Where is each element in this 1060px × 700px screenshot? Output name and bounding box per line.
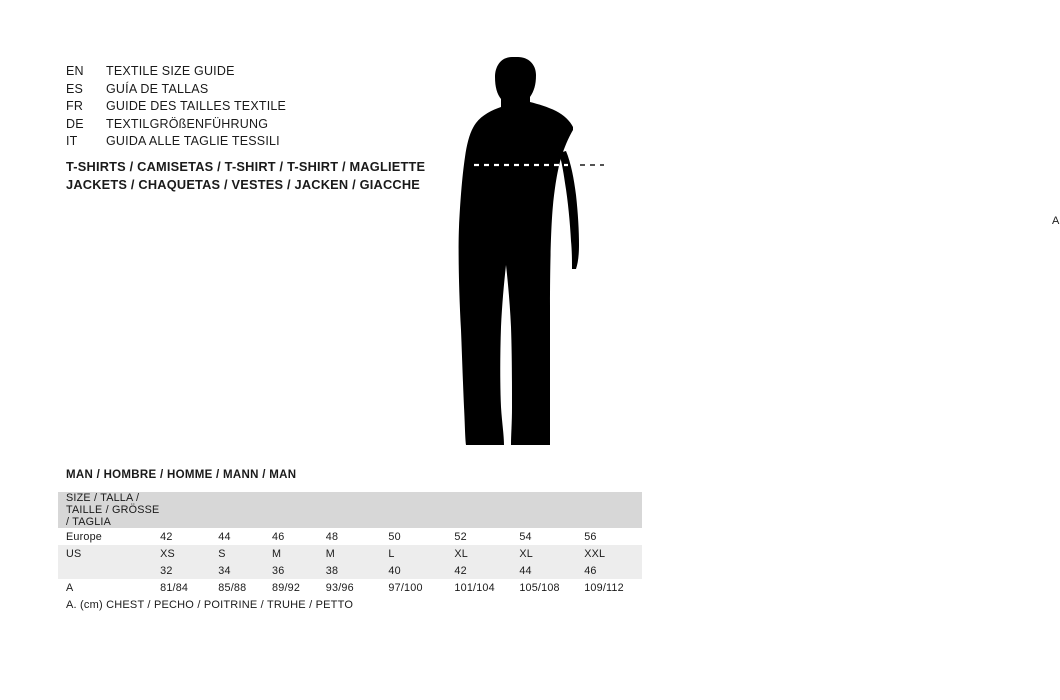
- measure-label-a: A: [1052, 215, 1060, 227]
- cell-usnum-4: 40: [388, 562, 454, 579]
- table-title: MAN / HOMBRE / HOMME / MANN / MAN: [66, 469, 297, 481]
- row-label-a: A: [58, 579, 160, 596]
- cell-a-0: 81/84: [160, 579, 218, 596]
- row-label-europe: Europe: [58, 528, 160, 545]
- cell-europe-6: 54: [519, 528, 584, 545]
- language-text-it: GUIDA ALLE TAGLIE TESSILI: [106, 134, 280, 148]
- language-row-fr: [66, 99, 446, 117]
- cell-usnum-3: 38: [326, 562, 389, 579]
- cell-a-1: 85/88: [218, 579, 272, 596]
- size-table: [58, 492, 642, 596]
- cell-a-3: 93/96: [326, 579, 389, 596]
- garment-type-list: [66, 158, 486, 194]
- cell-a-4: 97/100: [388, 579, 454, 596]
- cell-europe-5: 52: [454, 528, 519, 545]
- cell-us-5: XL: [454, 545, 519, 562]
- cell-usnum-7: 46: [584, 562, 642, 579]
- language-code-en: EN: [66, 64, 84, 78]
- language-text-fr: GUIDE DES TAILLES TEXTILE: [106, 99, 287, 113]
- language-text-de: TEXTILGRÖßENFÜHRUNG: [106, 116, 269, 131]
- garment-line-tshirts: T-SHIRTS / CAMISETAS / T-SHIRT / T-SHIRT / MAGLIETTE: [66, 159, 426, 174]
- language-list: [66, 64, 446, 152]
- cell-us-3: M: [326, 545, 389, 562]
- cell-europe-3: 48: [326, 528, 389, 545]
- row-label-us-numeric: [58, 562, 160, 579]
- cell-europe-4: 50: [388, 528, 454, 545]
- cell-europe-2: 46: [272, 528, 326, 545]
- language-row-en: [66, 64, 446, 82]
- cell-us-7: XXL: [584, 545, 642, 562]
- language-code-de: DE: [66, 116, 84, 131]
- silhouette-svg: [440, 55, 670, 455]
- cell-usnum-6: 44: [519, 562, 584, 579]
- cell-us-0: XS: [160, 545, 218, 562]
- table-header-row: [58, 492, 642, 528]
- table-row: [58, 562, 642, 579]
- language-row-es: [66, 82, 446, 100]
- language-row-it: [66, 134, 446, 152]
- table-row: [58, 545, 642, 562]
- cell-a-6: 105/108: [519, 579, 584, 596]
- cell-usnum-5: 42: [454, 562, 519, 579]
- cell-usnum-2: 36: [272, 562, 326, 579]
- row-label-us: US: [58, 545, 160, 562]
- cell-europe-1: 44: [218, 528, 272, 545]
- language-code-it: IT: [66, 134, 78, 148]
- language-text-es: GUÍA DE TALLAS: [106, 81, 209, 96]
- table-note: A. (cm) CHEST / PECHO / POITRINE / TRUHE / PETTO: [66, 599, 354, 611]
- cell-us-6: XL: [519, 545, 584, 562]
- table-row: [58, 528, 642, 545]
- cell-a-2: 89/92: [272, 579, 326, 596]
- cell-a-5: 101/104: [454, 579, 519, 596]
- cell-usnum-1: 34: [218, 562, 272, 579]
- table-header-label: SIZE / TALLA / TAILLE / GRÖSSE / TAGLIA: [58, 492, 160, 528]
- cell-us-4: L: [388, 545, 454, 562]
- cell-europe-7: 56: [584, 528, 642, 545]
- language-code-fr: FR: [66, 99, 84, 113]
- language-text-en: TEXTILE SIZE GUIDE: [106, 64, 235, 78]
- language-row-de: [66, 117, 446, 135]
- cell-us-1: S: [218, 545, 272, 562]
- cell-usnum-0: 32: [160, 562, 218, 579]
- man-silhouette-figure: [440, 55, 1060, 455]
- language-code-es: ES: [66, 81, 84, 96]
- garment-line-jackets: JACKETS / CHAQUETAS / VESTES / JACKEN / GIACCHE: [66, 177, 421, 192]
- cell-europe-0: 42: [160, 528, 218, 545]
- cell-a-7: 109/112: [584, 579, 642, 596]
- table-row: [58, 579, 642, 596]
- cell-us-2: M: [272, 545, 326, 562]
